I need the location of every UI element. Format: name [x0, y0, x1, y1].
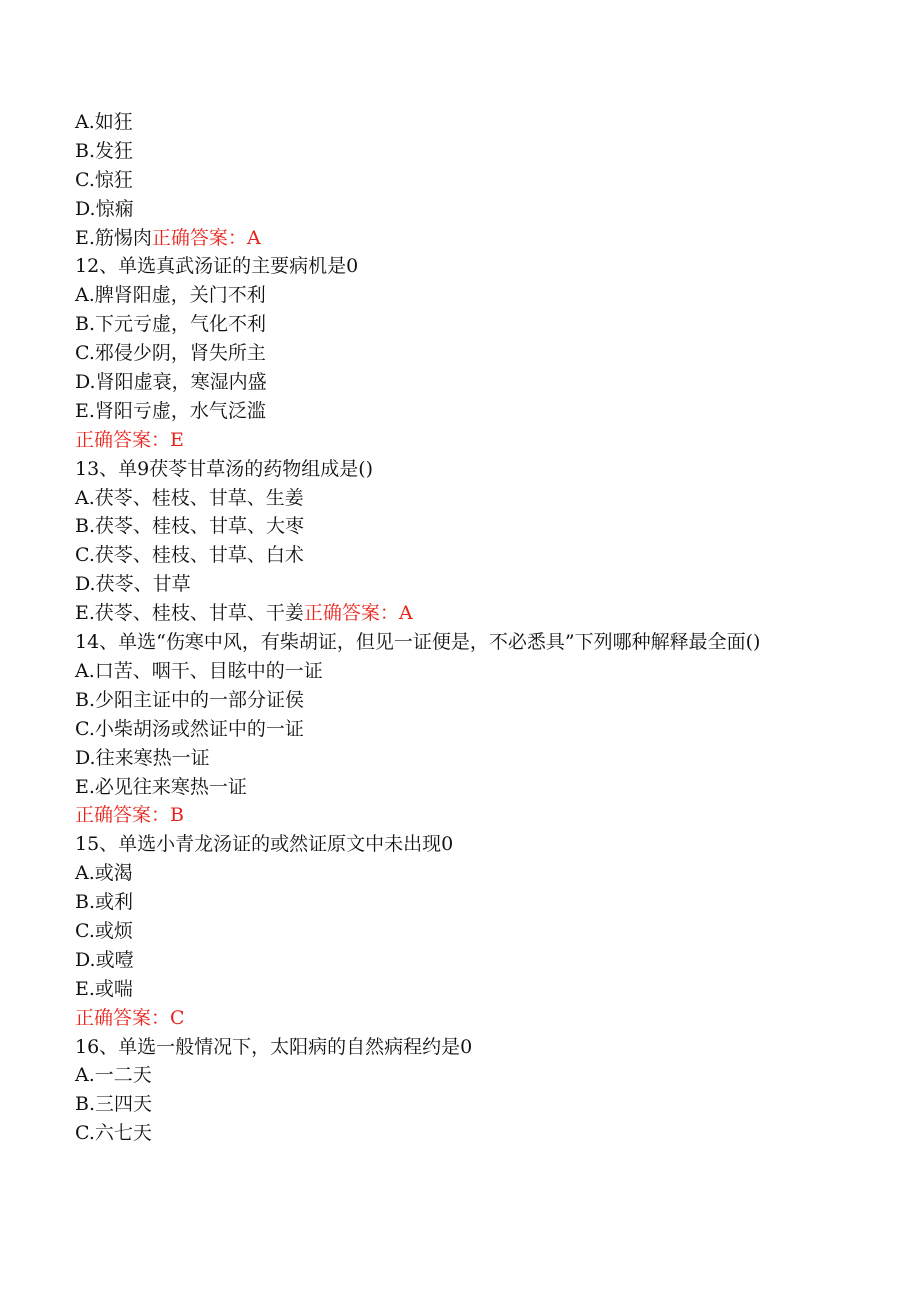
answer-label: 正确答案：	[75, 1006, 171, 1029]
option-a: A.如狂	[75, 111, 133, 133]
option-b: B.下元亏虚，气化不利	[75, 313, 267, 336]
option-a: A.茯苓、桂枝、甘草、生姜	[75, 486, 304, 509]
option-e: E.肾阳亏虚，水气泛滥	[75, 399, 266, 422]
option-c: C.惊狂	[75, 168, 133, 191]
answer-line	[75, 1004, 855, 1033]
option-c: C.茯苓、桂枝、甘草、白术	[75, 544, 304, 567]
question-15-stem: 15、单选小青龙汤证的或然证原文中未出现0	[75, 833, 454, 856]
option-a: A.口苦、咽干、目眩中的一证	[75, 659, 323, 682]
answer-label: 正确答案：	[75, 804, 171, 827]
question-14-stem: 14、单选“伤寒中风，有柴胡证，但见一证便是，不必悉具”下列哪种解释最全面()	[75, 631, 761, 654]
option-d: D.茯苓、甘草	[75, 573, 191, 596]
answer-line	[75, 426, 855, 455]
answer-label: 正确答案：	[151, 226, 247, 249]
answer-value: B	[170, 804, 184, 827]
option-c: C.邪侵少阴，肾失所主	[75, 342, 266, 365]
answer-label: 正确答案：	[75, 428, 171, 451]
option-d: D.或噎	[75, 948, 134, 971]
option-b: B.三四天	[75, 1093, 153, 1116]
option-a: A.一二天	[75, 1064, 152, 1087]
option-b: B.少阳主证中的一部分证侯	[75, 688, 305, 711]
option-d: D.往来寒热一证	[75, 746, 210, 769]
answer-value: E	[170, 428, 184, 451]
answer-line	[75, 801, 855, 830]
answer-label: 正确答案：	[303, 602, 399, 625]
question-16-stem: 16、单选一般情况下，太阳病的自然病程约是0	[75, 1035, 473, 1058]
option-b: B.茯苓、桂枝、甘草、大枣	[75, 515, 305, 538]
answer-value: A	[246, 226, 261, 249]
option-c: C.小柴胡汤或然证中的一证	[75, 717, 304, 740]
option-d: D.惊痫	[75, 197, 134, 220]
option-e-text: E.筋惕肉	[75, 226, 152, 249]
exam-document	[75, 108, 855, 1148]
question-12-stem: 12、单选真武汤证的主要病机是0	[75, 255, 359, 278]
option-e: E.或喘	[75, 977, 133, 1000]
option-b: B.发狂	[75, 139, 134, 162]
option-b: B.或利	[75, 891, 134, 914]
option-e	[75, 224, 855, 253]
answer-value: C	[170, 1006, 185, 1029]
option-a: A.脾肾阳虚，关门不利	[75, 284, 266, 307]
option-c: C.或烦	[75, 919, 133, 942]
option-a: A.或渴	[75, 862, 133, 885]
option-e: E.必见往来寒热一证	[75, 775, 247, 798]
option-e	[75, 599, 855, 628]
option-d: D.肾阳虚衰，寒湿内盛	[75, 371, 267, 394]
question-13-stem: 13、单9茯苓甘草汤的药物组成是()	[75, 457, 374, 480]
option-c: C.六七天	[75, 1122, 152, 1145]
answer-value: A	[398, 602, 413, 625]
option-e-text: E.茯苓、桂枝、甘草、干姜	[75, 602, 304, 625]
